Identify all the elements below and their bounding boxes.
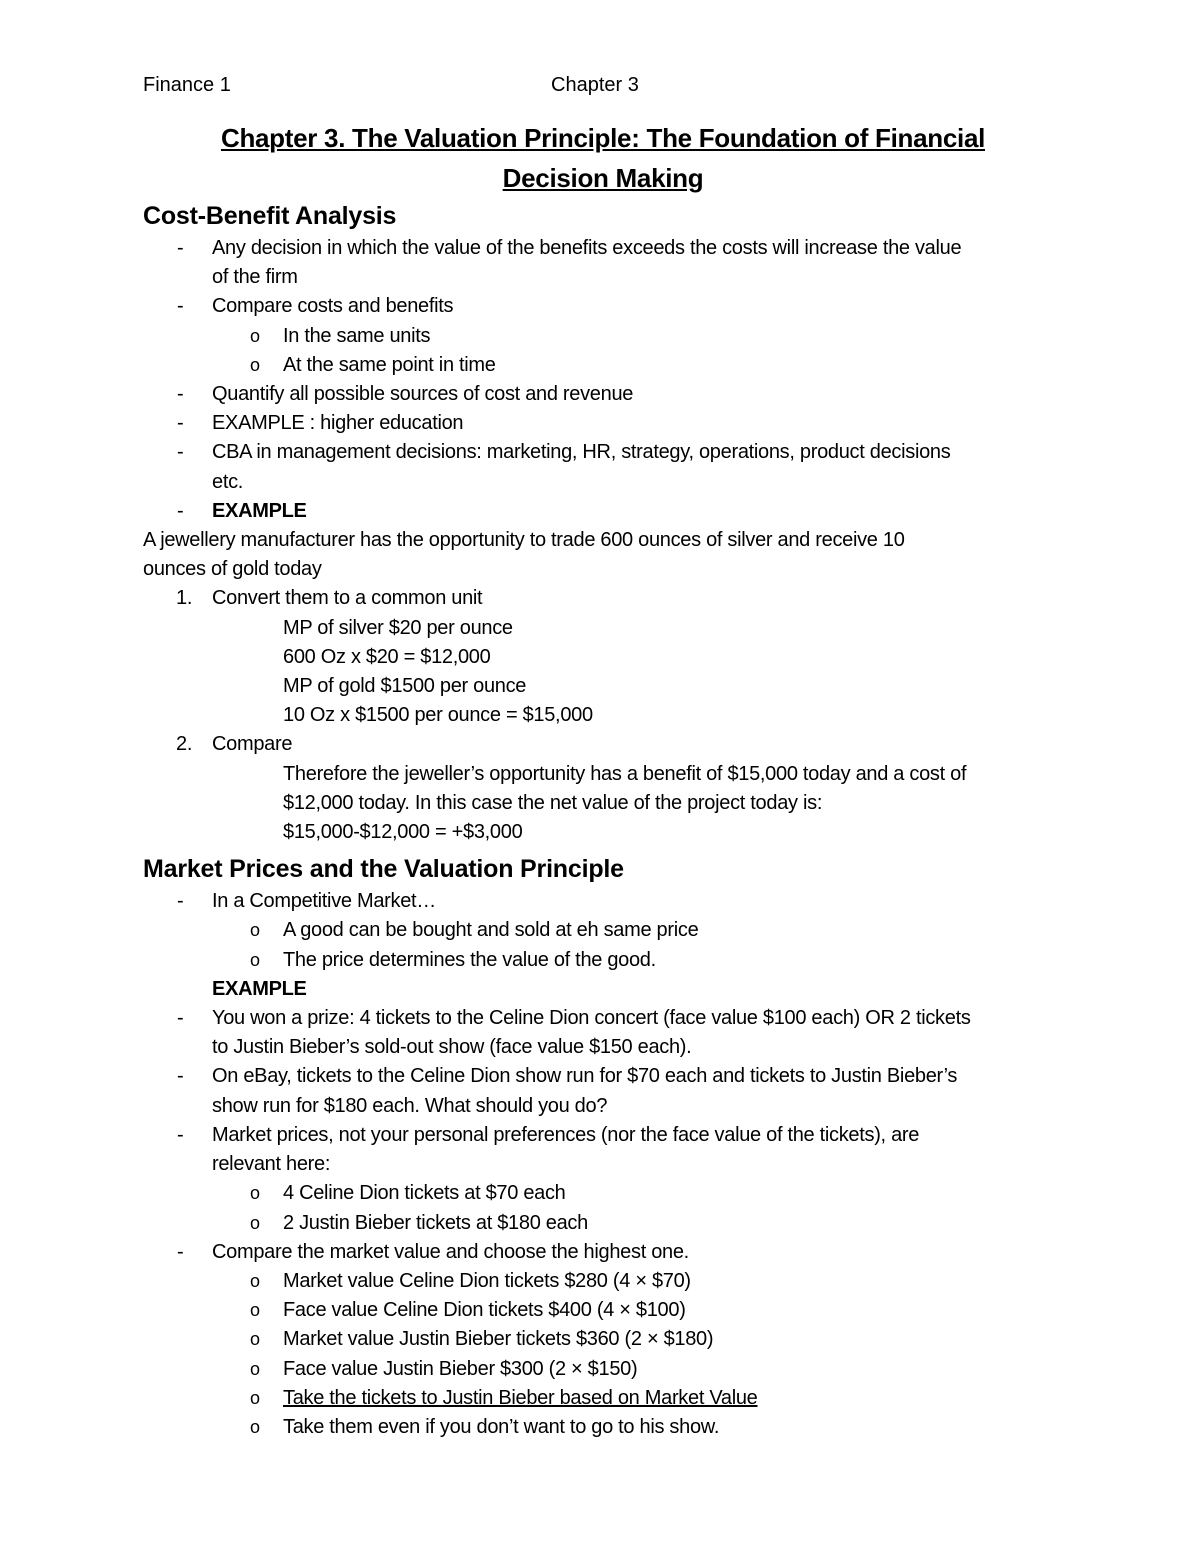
- dash-bullet: -: [177, 1065, 184, 1088]
- title-line-1: Chapter 3. The Valuation Principle: The Foundation of Financial: [220, 123, 986, 153]
- circle-bullet: o: [250, 920, 260, 941]
- dash-bullet: -: [177, 1240, 184, 1263]
- list-item: - Quantify all possible sources of cost and revenue: [143, 380, 1063, 409]
- sub-list-item: o The price determines the value of the good.: [143, 946, 1063, 975]
- circle-bullet: o: [250, 1416, 260, 1437]
- list-item-continuation: to Justin Bieber’s sold-out show (face value $150 each).: [212, 1036, 692, 1059]
- sub-list-item: o In the same units: [143, 322, 1063, 351]
- example-paragraph-line: ounces of gold today: [143, 558, 322, 581]
- numbered-item: 2. Compare: [143, 730, 1063, 759]
- header-chapter: Chapter 3: [551, 74, 639, 96]
- section-heading-market-prices: Market Prices and the Valuation Principle: [143, 855, 624, 884]
- circle-bullet: o: [250, 1329, 260, 1350]
- step-number: 1.: [176, 587, 193, 610]
- sub-list-item: o 2 Justin Bieber tickets at $180 each: [143, 1209, 1063, 1238]
- circle-bullet: o: [250, 1212, 260, 1233]
- example-label: EXAMPLE: [212, 977, 307, 1000]
- example-paragraph-line: A jewellery manufacturer has the opportunity to trade 600 ounces of silver and receive 10: [143, 529, 905, 552]
- list-item: - In a Competitive Market…: [143, 887, 1063, 916]
- sub-list-item: o Take them even if you don’t want to go to his show.: [143, 1413, 1063, 1442]
- section-heading-cost-benefit: Cost-Benefit Analysis: [143, 202, 397, 230]
- page-title: [143, 118, 1063, 198]
- list-item: - You won a prize: 4 tickets to the Celine Dion concert (face value $100 each) OR 2 tickets: [143, 1004, 1063, 1033]
- list-item: - Market prices, not your personal preferences (nor the face value of the tickets), are: [143, 1121, 1063, 1150]
- dash-bullet: -: [177, 295, 184, 318]
- list-item: - On eBay, tickets to the Celine Dion show run for $70 each and tickets to Justin Bieber’s: [143, 1062, 1063, 1091]
- dash-bullet: -: [177, 441, 184, 464]
- circle-bullet: o: [250, 1300, 260, 1321]
- conclusion-line: Therefore the jeweller’s opportunity has a benefit of $15,000 today and a cost of: [283, 762, 967, 785]
- header-course: Finance 1: [143, 74, 231, 96]
- list-item-continuation: show run for $180 each. What should you do?: [212, 1094, 608, 1117]
- calculation-line: 600 Oz x $20 = $12,000: [283, 645, 491, 668]
- sub-list-item: o Market value Celine Dion tickets $280 (4 × $70): [143, 1267, 1063, 1296]
- title-line-2: Decision Making: [502, 163, 704, 193]
- list-item: - Compare costs and benefits: [143, 292, 1063, 321]
- list-item-continuation: relevant here:: [212, 1153, 331, 1176]
- step-number: 2.: [176, 733, 193, 756]
- sub-list-item: o Face value Justin Bieber $300 (2 × $150): [143, 1355, 1063, 1384]
- dash-bullet: -: [177, 499, 184, 522]
- list-item: - Any decision in which the value of the benefits exceeds the costs will increase the value: [143, 234, 1063, 263]
- list-item: - EXAMPLE : higher education: [143, 409, 1063, 438]
- calculation-line: MP of silver $20 per ounce: [283, 616, 513, 639]
- sub-list-item: o Face value Celine Dion tickets $400 (4 × $100): [143, 1296, 1063, 1325]
- dash-bullet: -: [177, 1007, 184, 1030]
- dash-bullet: -: [177, 1123, 184, 1146]
- circle-bullet: o: [250, 949, 260, 970]
- conclusion-line: $15,000-$12,000 = +$3,000: [283, 821, 523, 844]
- dash-bullet: -: [177, 237, 184, 259]
- dash-bullet: -: [177, 383, 184, 406]
- sub-list-item: o At the same point in time: [143, 351, 1063, 380]
- sub-list-item: o 4 Celine Dion tickets at $70 each: [143, 1179, 1063, 1208]
- calculation-line: MP of gold $1500 per ounce: [283, 675, 527, 698]
- list-item-continuation: of the firm: [212, 266, 298, 289]
- list-item-continuation: etc.: [212, 470, 244, 493]
- circle-bullet: o: [250, 1183, 260, 1204]
- sub-list-item: o Market value Justin Bieber tickets $360 (2 × $180): [143, 1325, 1063, 1354]
- circle-bullet: o: [250, 354, 260, 375]
- numbered-item: 1. Convert them to a common unit: [143, 584, 1063, 613]
- circle-bullet: o: [250, 1270, 260, 1291]
- sub-list-item: o Take the tickets to Justin Bieber based on Market Value: [143, 1384, 1063, 1413]
- conclusion-line: $12,000 today. In this case the net value of the project today is:: [283, 791, 823, 814]
- circle-bullet: o: [250, 1358, 260, 1379]
- list-item: - EXAMPLE: [143, 497, 1063, 526]
- circle-bullet: o: [250, 325, 260, 346]
- list-item: - Compare the market value and choose the highest one.: [143, 1238, 1063, 1267]
- document-body: [143, 118, 1063, 1442]
- circle-bullet: o: [250, 1387, 260, 1408]
- sub-list-item: o A good can be bought and sold at eh same price: [143, 916, 1063, 945]
- dash-bullet: -: [177, 890, 184, 913]
- dash-bullet: -: [177, 412, 184, 435]
- calculation-line: 10 Oz x $1500 per ounce = $15,000: [283, 704, 593, 727]
- list-item: - CBA in management decisions: marketing, HR, strategy, operations, product decisions: [143, 438, 1063, 467]
